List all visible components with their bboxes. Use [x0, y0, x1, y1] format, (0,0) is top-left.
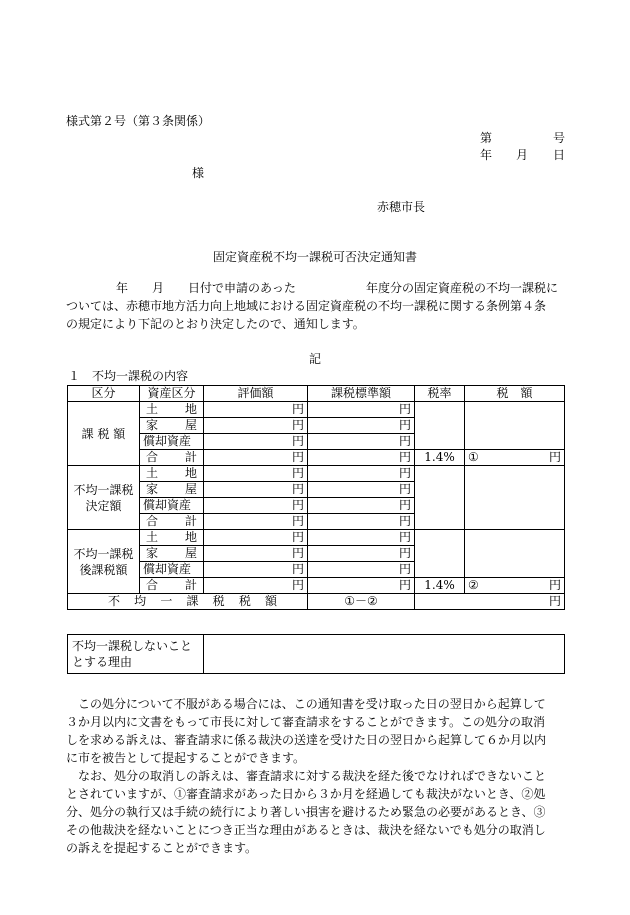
rate-empty-cell	[415, 530, 465, 578]
footer-formula: ①－②	[308, 594, 415, 610]
date-month: 月	[516, 148, 529, 162]
table-row	[68, 466, 565, 482]
group-label: 不均一課税決定額	[68, 466, 140, 530]
rate-empty-cell	[415, 466, 465, 530]
intro-line-2: ついては、赤穂市地方活力向上地域における固定資産税の不均一課税に関する条例第４条	[66, 299, 547, 313]
table-row	[68, 450, 565, 466]
date-day: 日	[553, 148, 566, 162]
asset-label: 合計	[140, 450, 204, 466]
tax-mark: ②	[468, 578, 479, 592]
notice-p1-line: しを求める訴えは、審査請求に係る裁決の送達を受けた日の翌日から起算して６か月以内	[66, 733, 547, 747]
assessed-value-cell[interactable]: 円	[204, 530, 308, 546]
document-title: 固定資産税不均一課税可否決定通知書	[212, 250, 417, 264]
asset-label: 償却資産	[140, 434, 204, 450]
tax-empty-cell	[465, 530, 565, 578]
notice-p1-line: に市を被告として提起することができます。	[66, 751, 306, 765]
asset-label: 家屋	[140, 482, 204, 498]
section-heading: １ 不均一課税の内容	[68, 369, 189, 383]
tax-base-cell[interactable]: 円	[308, 514, 415, 530]
issuer: 赤穂市長	[377, 200, 426, 214]
intro-line-3: の規定により下記のとおり決定したので、通知します。	[66, 317, 365, 331]
assessed-value-cell[interactable]: 円	[204, 418, 308, 434]
assessed-value-cell[interactable]: 円	[204, 450, 308, 466]
asset-label: 土地	[140, 466, 204, 482]
tax-amount-cell[interactable]	[465, 450, 565, 466]
tax-amount-cell[interactable]	[465, 578, 565, 594]
tax-base-cell[interactable]: 円	[308, 546, 415, 562]
tax-base-cell[interactable]: 円	[308, 498, 415, 514]
assessed-value-cell[interactable]: 円	[204, 546, 308, 562]
table-footer-row	[68, 594, 565, 610]
reason-table	[67, 634, 565, 674]
tax-base-cell[interactable]: 円	[308, 482, 415, 498]
reason-field[interactable]	[204, 635, 565, 674]
notice-p2-line: その他裁決を経ないことにつき正当な理由があるときは、裁決を経ないでも処分の取消し	[66, 823, 546, 837]
header-tax-amount: 税 額	[465, 386, 565, 402]
group-label: 不均一課税後課税額	[68, 530, 140, 594]
notice-p1-line: ３か月以内に文書をもって市長に対して審査請求をすることができます。この処分の取消	[66, 715, 546, 729]
header-assessed-value: 評価額	[204, 386, 308, 402]
tax-table	[67, 385, 565, 610]
ki-marker: 記	[308, 352, 321, 366]
tax-base-cell[interactable]: 円	[308, 418, 415, 434]
notice-p2-line: 分、処分の執行又は手続の続行により著しい損害を避けるため緊急の必要があるとき、③	[66, 805, 546, 819]
tax-empty-cell	[465, 466, 565, 530]
assessed-value-cell[interactable]: 円	[204, 482, 308, 498]
tax-base-cell[interactable]: 円	[308, 402, 415, 418]
table-row	[68, 578, 565, 594]
assessed-value-cell[interactable]: 円	[204, 434, 308, 450]
addressee-suffix: 様	[192, 166, 205, 180]
table-header-row	[68, 386, 565, 402]
asset-label: 償却資産	[140, 562, 204, 578]
tax-base-cell[interactable]: 円	[308, 466, 415, 482]
yen-unit: 円	[548, 450, 561, 464]
date-year: 年	[480, 148, 493, 162]
tax-base-cell[interactable]: 円	[308, 562, 415, 578]
table-row	[68, 530, 565, 546]
tax-rate: 1.4%	[415, 450, 465, 466]
notice-p2-line: なお、処分の取消しの訴えは、審査請求に対する裁決を経た後でなければできないこと	[78, 769, 547, 783]
assessed-value-cell[interactable]: 円	[204, 578, 308, 594]
header-category: 区分	[68, 386, 140, 402]
asset-label: 合計	[140, 514, 204, 530]
tax-base-cell[interactable]: 円	[308, 434, 415, 450]
intro-day-text: 日付で申請のあった	[188, 281, 296, 295]
doc-number-suffix: 号	[553, 131, 566, 145]
form-label: 様式第２号（第３条関係）	[66, 114, 211, 128]
asset-label: 償却資産	[140, 498, 204, 514]
intro-year: 年	[116, 281, 129, 295]
notice-p1-line: この処分について不服がある場合には、この通知書を受け取った日の翌日から起算して	[78, 697, 546, 711]
header-rate: 税率	[415, 386, 465, 402]
asset-label: 土地	[140, 402, 204, 418]
footer-amount-cell[interactable]: 円	[415, 594, 565, 610]
tax-mark: ①	[468, 450, 479, 464]
asset-label: 家屋	[140, 418, 204, 434]
asset-label: 合計	[140, 578, 204, 594]
notice-p2-line: とされていますが、①審査請求があった日から３か月を経過しても裁決がないとき、②処	[66, 787, 546, 801]
reason-label: 不均一課税しないこととする理由	[68, 635, 204, 674]
tax-empty-cell	[465, 402, 565, 450]
assessed-value-cell[interactable]: 円	[204, 514, 308, 530]
assessed-value-cell[interactable]: 円	[204, 562, 308, 578]
asset-label: 土地	[140, 530, 204, 546]
yen-unit: 円	[548, 578, 561, 592]
tax-base-cell[interactable]: 円	[308, 578, 415, 594]
intro-fiscal-year-text: 年度分の固定資産税の不均一課税に	[366, 281, 559, 295]
group-label: 課 税 額	[68, 402, 140, 466]
tax-rate: 1.4%	[415, 578, 465, 594]
doc-number-prefix: 第	[480, 131, 493, 145]
tax-base-cell[interactable]: 円	[308, 450, 415, 466]
notice-p2-line: の訴えを提起することができます。	[66, 841, 258, 855]
header-asset-type: 資産区分	[140, 386, 204, 402]
rate-empty-cell	[415, 402, 465, 450]
tax-base-cell[interactable]: 円	[308, 530, 415, 546]
assessed-value-cell[interactable]: 円	[204, 498, 308, 514]
assessed-value-cell[interactable]: 円	[204, 402, 308, 418]
table-row	[68, 402, 565, 418]
footer-label: 不均一課税税額	[68, 594, 308, 610]
header-tax-base: 課税標準額	[308, 386, 415, 402]
intro-month: 月	[152, 281, 165, 295]
asset-label: 家屋	[140, 546, 204, 562]
assessed-value-cell[interactable]: 円	[204, 466, 308, 482]
